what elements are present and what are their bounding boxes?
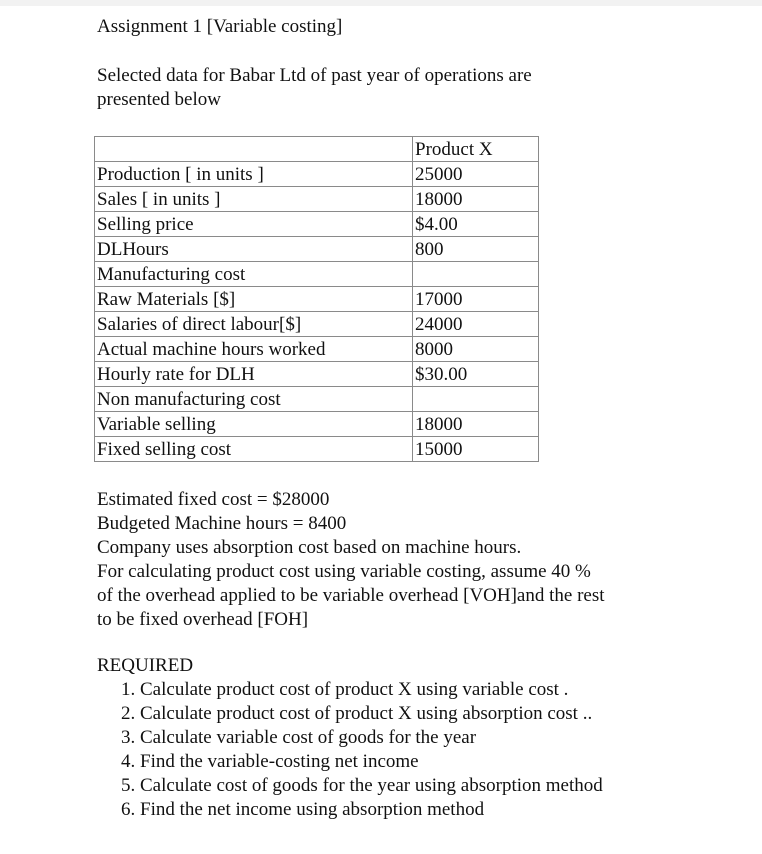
intro-line: Selected data for Babar Ltd of past year of operations are	[97, 65, 532, 86]
row-label: Raw Materials [$]	[95, 287, 413, 312]
row-value: 24000	[413, 312, 539, 337]
list-item: 4. Find the variable-costing net income	[121, 751, 419, 772]
required-section	[97, 654, 747, 822]
row-value: 17000	[413, 287, 539, 312]
table-row	[95, 212, 539, 237]
required-list	[97, 678, 747, 822]
row-label: Hourly rate for DLH	[95, 362, 413, 387]
intro-line: presented below	[97, 89, 221, 110]
table-row	[95, 362, 539, 387]
table-row	[95, 387, 539, 412]
document-page	[97, 14, 747, 822]
row-label: Sales [ in units ]	[95, 187, 413, 212]
row-label: Production [ in units ]	[95, 162, 413, 187]
row-label: Actual machine hours worked	[95, 337, 413, 362]
table-row	[95, 287, 539, 312]
assignment-title: Assignment 1 [Variable costing]	[97, 16, 343, 37]
note-line: to be fixed overhead [FOH]	[97, 609, 309, 630]
table-header-row	[95, 137, 539, 162]
row-value: 15000	[413, 437, 539, 462]
row-label: Salaries of direct labour[$]	[95, 312, 413, 337]
note-line: Company uses absorption cost based on machine hours.	[97, 537, 522, 558]
note-line: For calculating product cost using variable costing, assume 40 %	[97, 561, 591, 582]
required-heading: REQUIRED	[97, 655, 194, 676]
row-label: Variable selling	[95, 412, 413, 437]
row-value: 18000	[413, 187, 539, 212]
note-line: of the overhead applied to be variable overhead [VOH]and the rest	[97, 585, 605, 606]
list-item: 2. Calculate product cost of product X using absorption cost ..	[121, 703, 593, 724]
list-item: 6. Find the net income using absorption method	[121, 799, 485, 820]
table-row	[95, 312, 539, 337]
row-label: DLHours	[95, 237, 413, 262]
row-value: $30.00	[413, 362, 539, 387]
table-header-blank	[95, 137, 413, 162]
intro-paragraph	[97, 64, 747, 112]
table-header-product: Product X	[413, 137, 539, 162]
table-row	[95, 187, 539, 212]
row-label: Fixed selling cost	[95, 437, 413, 462]
row-value	[413, 387, 539, 412]
list-item: 5. Calculate cost of goods for the year using absorption method	[121, 775, 603, 796]
row-value	[413, 262, 539, 287]
notes-paragraph	[97, 488, 747, 632]
table-row	[95, 337, 539, 362]
top-bar	[0, 0, 762, 6]
note-line: Estimated fixed cost = $28000	[97, 489, 330, 510]
row-label: Selling price	[95, 212, 413, 237]
row-label: Non manufacturing cost	[95, 387, 413, 412]
table-row	[95, 437, 539, 462]
row-value: 800	[413, 237, 539, 262]
table-row	[95, 162, 539, 187]
list-item: 3. Calculate variable cost of goods for the year	[121, 727, 477, 748]
table-row	[95, 412, 539, 437]
row-value: $4.00	[413, 212, 539, 237]
row-label: Manufacturing cost	[95, 262, 413, 287]
row-value: 18000	[413, 412, 539, 437]
list-item: 1. Calculate product cost of product X using variable cost .	[121, 679, 569, 700]
data-table	[94, 136, 539, 462]
note-line: Budgeted Machine hours = 8400	[97, 513, 347, 534]
table-row	[95, 237, 539, 262]
row-value: 25000	[413, 162, 539, 187]
table-row	[95, 262, 539, 287]
row-value: 8000	[413, 337, 539, 362]
